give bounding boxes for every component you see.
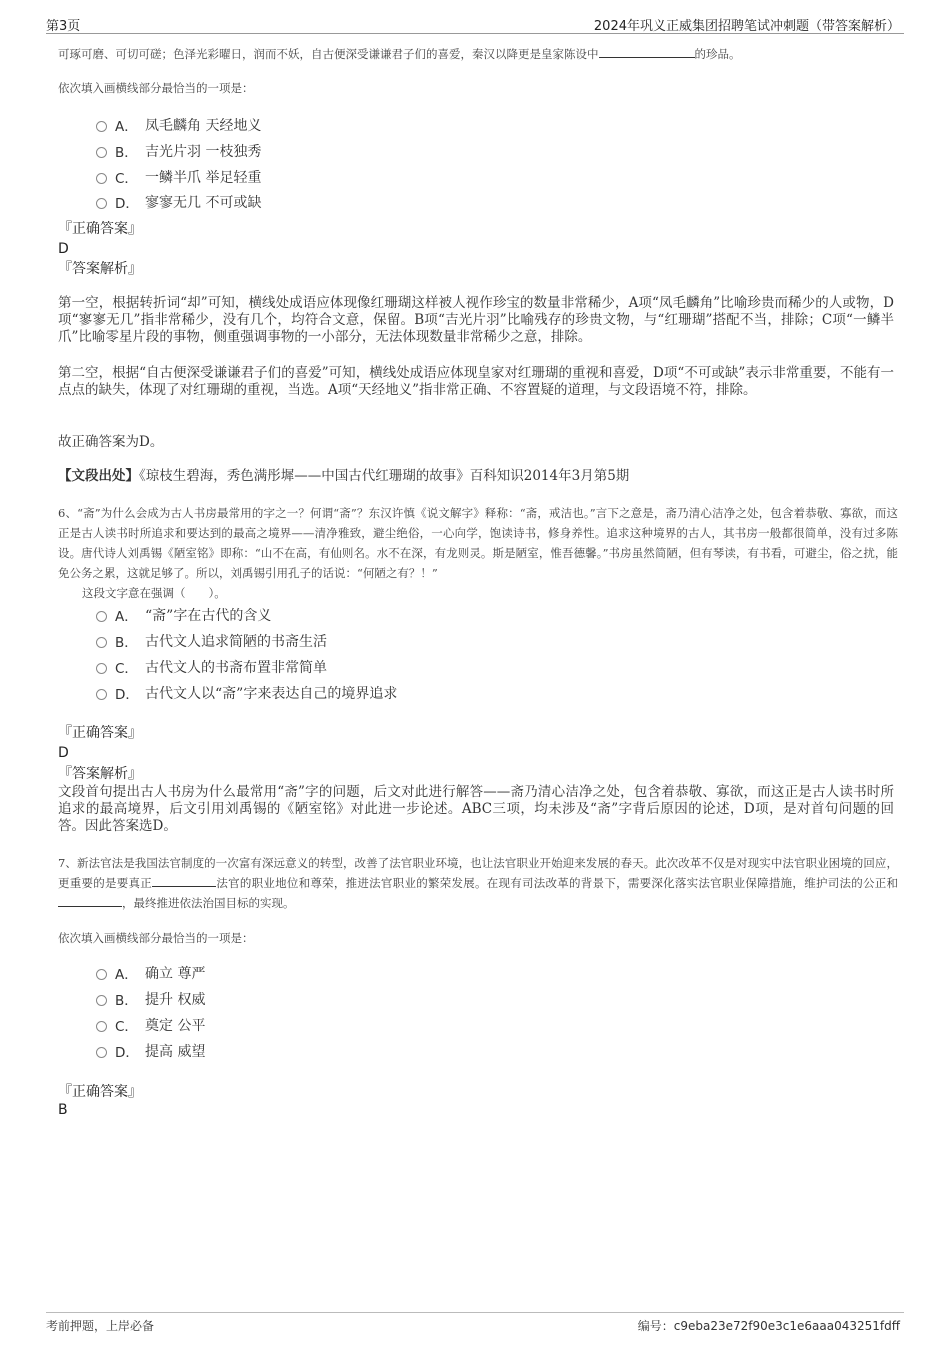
q5-source: 【文段出处】《琼枝生碧海，秀色满彤墀——中国古代红珊瑚的故事》百科知识2014年3月第5期 [58,468,630,484]
q5-prompt: 依次填入画横线部分最恰当的一项是： [58,81,254,95]
q7-answer-label: 『正确答案』 [58,1084,142,1100]
q7-option-d[interactable]: D． 提高 威望 [96,1040,205,1062]
fill-blank [152,873,216,887]
radio-icon[interactable] [96,995,107,1006]
q5-option-c[interactable]: C． 一鳞半爪 举足轻重 [96,166,261,188]
q5-option-d[interactable]: D． 寥寥无几 不可或缺 [96,191,261,213]
q5-stem: 可琢可磨、可切可磋；色泽光彩曜日，润而不妖，自古便深受谦谦君子们的喜爱，秦汉以降更是皇家陈设中 的珍品。 [58,44,898,64]
q6-prompt: 这段文字意在强调（ ）。 [82,586,226,600]
footer-slogan: 考前押题，上岸必备 [46,1319,155,1333]
q7-answer: B [58,1102,68,1118]
q6-answer-label: 『正确答案』 [58,725,142,741]
q6-option-c[interactable]: C． 古代文人的书斋布置非常简单 [96,656,327,678]
q5-option-b[interactable]: B． 吉光片羽 一枝独秀 [96,140,261,162]
fill-blank [599,44,695,58]
q7-prompt: 依次填入画横线部分最恰当的一项是： [58,931,254,945]
q6-option-a[interactable]: A． “斋”字在古代的含义 [96,604,271,626]
page-header [46,14,904,34]
q5-analysis-p1: 第一空，根据转折词“却”可知，横线处成语应体现像红珊瑚这样被人视作珍宝的数量非常稀少，A项“凤毛麟角”比喻珍贵而稀少的人或物，D项“寥寥无几”指非常稀少，没有几个，均符合文意，保留。B项“吉光片羽”比喻残存的珍贵文物，与“红珊瑚”搭配不当，排除；C项“一鳞半爪”比喻零星片段的事物，侧重强调事物的一小部分，无法体现数量非常稀少之意，排除。 [58,295,894,345]
q7-option-c[interactable]: C． 奠定 公平 [96,1014,205,1036]
document-code: 编号：c9eba23e72f90e3c1e6aaa043251fdff [637,1319,900,1333]
radio-icon[interactable] [96,969,107,980]
radio-icon[interactable] [96,121,107,132]
fill-blank [58,893,122,907]
q6-analysis: 文段首句提出古人书房为什么最常用“斋”字的问题，后文对此进行解答——斋乃清心洁净之处，包含着恭敬、寡欲，而这正是古人读书时所追求的最高境界，后文引用刘禹锡的《陋室铭》对此进一步论述。ABC三项，均未涉及“斋”字背后原因的论述，D项，是对首句问题的回答。因此答案选D。 [58,784,894,834]
q6-answer: D [58,745,69,761]
q7-stem: 7、新法官法是我国法官制度的一次富有深远意义的转型，改善了法官职业环境，也让法官职业开始迎来发展的春天。此次改革不仅是对现实中法官职业困境的回应，更重要的是要真正 法官的职业地位和尊荣，推进法官职业的繁荣发展。在现有司法改革的背景下，需要深化落实法官职业保障措施，维护司法的公正和，最终推进依法治国目标的实现。 [58,856,898,910]
q6-stem: 6、“斋”为什么会成为古人书房最常用的字之一？何谓“斋”？东汉许慎《说文解字》释称：“斋，戒洁也。”言下之意是，斋乃清心洁净之处，包含着恭敬、寡欲，而这正是古人读书时所追求和要达到的最高之境界——清净雅致，避尘绝俗，一心向学，饱读诗书，修身养性。追求这种境界的古人，其书房一般都很简单，没有过多陈设。唐代诗人刘禹锡《陋室铭》即称：“山不在高，有仙则名。水不在深，有龙则灵。斯是陋室，惟吾德馨。”书房虽然简陋，但有琴读，有书看，可避尘，俗之扰，能免公务之累，这就足够了。所以，刘禹锡引用孔子的话说：“何陋之有？！” [58,506,898,580]
radio-icon[interactable] [96,1047,107,1058]
page-number: 第3页 [46,19,81,34]
q6-option-b[interactable]: B． 古代文人追求简陋的书斋生活 [96,630,327,652]
q5-answer-label: 『正确答案』 [58,221,142,237]
page-footer [46,1312,904,1338]
radio-icon[interactable] [96,1021,107,1032]
document-title: 2024年巩义正威集团招聘笔试冲刺题（带答案解析） [593,19,900,34]
q6-option-d[interactable]: D． 古代文人以“斋”字来表达自己的境界追求 [96,682,397,704]
q5-analysis-p2: 第二空，根据“自古便深受谦谦君子们的喜爱”可知，横线处成语应体现皇家对红珊瑚的重视和喜爱，D项“不可或缺”表示非常重要，不能有一点点的缺失，体现了对红珊瑚的重视，当选。A项“天经地义”指非常正确、不容置疑的道理，与文段语境不符，排除。 [58,365,894,398]
radio-icon[interactable] [96,663,107,674]
q5-analysis-p3: 故正确答案为D。 [58,434,164,450]
radio-icon[interactable] [96,173,107,184]
radio-icon[interactable] [96,637,107,648]
q5-option-a[interactable]: A． 凤毛麟角 天经地义 [96,114,261,136]
q7-option-a[interactable]: A． 确立 尊严 [96,962,205,984]
radio-icon[interactable] [96,198,107,209]
radio-icon[interactable] [96,611,107,622]
q5-analysis-label: 『答案解析』 [58,261,142,277]
q6-analysis-label: 『答案解析』 [58,766,142,782]
radio-icon[interactable] [96,689,107,700]
q7-option-b[interactable]: B． 提升 权威 [96,988,205,1010]
q5-answer: D [58,241,69,257]
radio-icon[interactable] [96,147,107,158]
